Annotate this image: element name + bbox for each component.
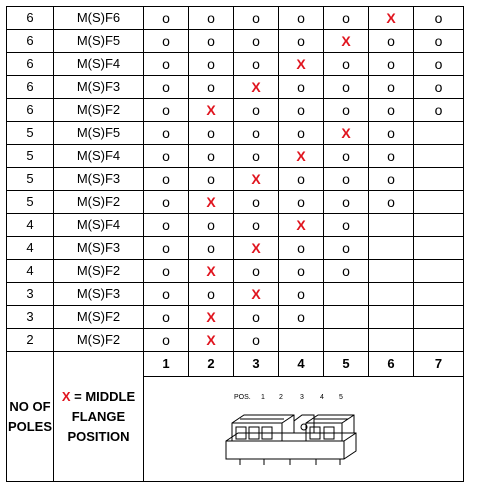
position-mark: o (342, 9, 350, 26)
table-row (7, 306, 464, 329)
position-cell (189, 7, 234, 30)
position-cell (144, 7, 189, 30)
position-cell (144, 168, 189, 191)
poles-cell: 6 (7, 7, 54, 30)
position-mark: o (297, 124, 305, 141)
position-cell (144, 283, 189, 306)
position-mark: o (342, 55, 350, 72)
position-cell (369, 168, 414, 191)
position-mark: o (342, 239, 350, 256)
position-cell (234, 76, 279, 99)
model-cell: M(S)F2 (54, 260, 144, 283)
position-mark: o (297, 9, 305, 26)
middle-flange-mark: X (251, 78, 261, 95)
position-mark: o (387, 32, 395, 49)
position-cell (369, 214, 414, 237)
position-cell (324, 214, 369, 237)
position-mark: o (207, 9, 215, 26)
position-mark: o (162, 124, 170, 141)
position-cell (414, 30, 464, 53)
position-cell (369, 191, 414, 214)
position-cell (234, 260, 279, 283)
position-cell (369, 306, 414, 329)
middle-flange-mark: X (206, 101, 216, 118)
position-cell (369, 329, 414, 352)
position-cell (234, 191, 279, 214)
position-mark: o (387, 170, 395, 187)
position-cell (369, 99, 414, 122)
model-cell: M(S)F5 (54, 30, 144, 53)
position-cell (144, 329, 189, 352)
position-cell (324, 76, 369, 99)
position-cell (144, 306, 189, 329)
middle-flange-mark: X (296, 147, 306, 164)
diagram-pos-4: 4 (320, 394, 324, 401)
model-cell: M(S)F2 (54, 329, 144, 352)
no-of-poles-line2: POLES (7, 418, 53, 434)
model-cell: M(S)F2 (54, 99, 144, 122)
position-cell (369, 122, 414, 145)
middle-flange-mark: X (296, 55, 306, 72)
position-mark: o (297, 101, 305, 118)
position-cell (414, 191, 464, 214)
table-row (7, 260, 464, 283)
table-row (7, 191, 464, 214)
position-cell (369, 76, 414, 99)
position-cell (279, 260, 324, 283)
position-cell (144, 76, 189, 99)
position-cell (324, 260, 369, 283)
table-row (7, 214, 464, 237)
poles-cell: 5 (7, 122, 54, 145)
position-cell (144, 191, 189, 214)
position-cell (414, 7, 464, 30)
position-cell (324, 145, 369, 168)
position-header-7: 7 (414, 352, 464, 377)
position-mark: o (387, 55, 395, 72)
position-cell (234, 306, 279, 329)
position-cell (279, 76, 324, 99)
position-header-4: 4 (279, 352, 324, 377)
position-cell (279, 237, 324, 260)
position-cell (414, 76, 464, 99)
position-mark: o (297, 32, 305, 49)
diagram-pos-5: 5 (339, 394, 343, 401)
position-mark: o (207, 78, 215, 95)
position-cell (279, 214, 324, 237)
position-cell (414, 260, 464, 283)
position-header-6: 6 (369, 352, 414, 377)
position-mark: o (297, 239, 305, 256)
position-mark: o (342, 216, 350, 233)
position-cell (324, 283, 369, 306)
position-cell (324, 168, 369, 191)
poles-cell: 3 (7, 306, 54, 329)
position-mark: o (252, 32, 260, 49)
position-cell (324, 122, 369, 145)
position-cell (324, 306, 369, 329)
table-row (7, 7, 464, 30)
position-cell (414, 214, 464, 237)
position-cell (234, 30, 279, 53)
position-mark: o (387, 193, 395, 210)
position-cell (369, 30, 414, 53)
middle-flange-mark: X (206, 308, 216, 325)
position-header-1: 1 (144, 352, 189, 377)
legend-equals-text: = MIDDLE (70, 388, 136, 404)
position-cell (189, 145, 234, 168)
position-cell (189, 122, 234, 145)
position-cell (189, 53, 234, 76)
position-cell (279, 283, 324, 306)
model-cell: M(S)F3 (54, 283, 144, 306)
model-cell: M(S)F3 (54, 237, 144, 260)
position-cell (279, 30, 324, 53)
position-mark: o (207, 216, 215, 233)
position-cell (279, 99, 324, 122)
no-of-poles-line1: NO OF (9, 398, 51, 414)
position-mark: o (434, 9, 443, 26)
position-cell (144, 237, 189, 260)
middle-flange-mark: X (386, 9, 396, 26)
position-cell (279, 168, 324, 191)
position-cell (414, 122, 464, 145)
position-mark: o (297, 170, 305, 187)
position-cell (369, 260, 414, 283)
model-cell: M(S)F6 (54, 7, 144, 30)
position-mark: o (162, 193, 170, 210)
position-cell (234, 145, 279, 168)
model-cell: M(S)F5 (54, 122, 144, 145)
table-row (7, 237, 464, 260)
poles-cell: 6 (7, 30, 54, 53)
table-row (7, 145, 464, 168)
table-row (7, 168, 464, 191)
diagram-pos-label: POS. (234, 394, 251, 401)
position-cell (279, 145, 324, 168)
poles-cell: 4 (7, 214, 54, 237)
middle-flange-mark: X (206, 262, 216, 279)
position-cell (234, 122, 279, 145)
legend-x-mark: X (61, 388, 71, 404)
flange-position-table-container (6, 6, 463, 475)
legend-line2: FLANGE (71, 408, 126, 424)
poles-cell: 6 (7, 53, 54, 76)
poles-cell: 4 (7, 237, 54, 260)
position-mark: o (387, 124, 395, 141)
position-cell (369, 145, 414, 168)
position-mark: o (342, 170, 350, 187)
position-mark: o (207, 170, 215, 187)
position-mark: o (162, 331, 170, 348)
position-mark: o (207, 285, 215, 302)
position-mark: o (252, 55, 260, 72)
position-cell (279, 306, 324, 329)
poles-cell: 5 (7, 191, 54, 214)
diagram-pos-1: 1 (261, 394, 265, 401)
position-mark: o (162, 216, 170, 233)
position-mark: o (252, 124, 260, 141)
table-row (7, 329, 464, 352)
position-mark: o (162, 308, 170, 325)
poles-cell: 6 (7, 76, 54, 99)
no-of-poles-label (7, 352, 54, 482)
position-mark: o (252, 193, 260, 210)
position-cell (414, 329, 464, 352)
position-mark: o (162, 239, 170, 256)
position-cell (189, 191, 234, 214)
position-mark: o (162, 9, 170, 26)
position-cell (234, 283, 279, 306)
position-mark: o (297, 285, 305, 302)
poles-cell: 5 (7, 168, 54, 191)
position-cell (234, 99, 279, 122)
position-cell (324, 191, 369, 214)
position-mark: o (434, 55, 443, 72)
middle-flange-mark: X (341, 124, 351, 141)
position-mark: o (252, 147, 260, 164)
poles-cell: 2 (7, 329, 54, 352)
position-mark: o (162, 285, 170, 302)
connector-diagram (144, 377, 462, 481)
position-mark: o (162, 262, 170, 279)
position-cell (189, 168, 234, 191)
model-cell: M(S)F4 (54, 145, 144, 168)
position-cell (144, 53, 189, 76)
table-body (7, 7, 464, 352)
table-row (7, 122, 464, 145)
position-mark: o (342, 193, 350, 210)
diagram-pos-3: 3 (300, 394, 304, 401)
position-cell (189, 260, 234, 283)
connector-diagram-cell (144, 377, 464, 482)
model-cell: M(S)F2 (54, 191, 144, 214)
position-cell (144, 122, 189, 145)
position-mark: o (434, 32, 443, 49)
diagram-pos-2: 2 (279, 394, 283, 401)
position-mark: o (207, 32, 215, 49)
position-mark: o (342, 262, 350, 279)
table-row (7, 99, 464, 122)
position-mark: o (342, 101, 350, 118)
connector-drawing (226, 415, 356, 465)
position-cell (234, 237, 279, 260)
position-mark: o (162, 170, 170, 187)
position-cell (324, 53, 369, 76)
middle-flange-mark: X (251, 170, 261, 187)
position-cell (279, 191, 324, 214)
position-cell (369, 237, 414, 260)
table-row (7, 283, 464, 306)
flange-position-table (6, 6, 464, 482)
position-cell (189, 76, 234, 99)
position-mark: o (207, 239, 215, 256)
position-mark: o (342, 78, 350, 95)
position-mark: o (297, 262, 305, 279)
position-mark: o (252, 9, 260, 26)
position-cell (189, 283, 234, 306)
position-cell (144, 30, 189, 53)
position-mark: o (434, 78, 443, 95)
position-mark: o (434, 101, 443, 118)
position-mark: o (162, 147, 170, 164)
position-mark: o (162, 78, 170, 95)
position-mark: o (342, 147, 350, 164)
position-cell (279, 122, 324, 145)
middle-flange-mark: X (206, 193, 216, 210)
legend-cell (54, 352, 144, 482)
position-cell (279, 53, 324, 76)
position-cell (189, 99, 234, 122)
position-mark: o (252, 101, 260, 118)
position-cell (414, 168, 464, 191)
position-mark: o (252, 308, 260, 325)
position-mark: o (207, 124, 215, 141)
position-cell (324, 329, 369, 352)
poles-cell: 6 (7, 99, 54, 122)
position-cell (414, 306, 464, 329)
position-cell (414, 53, 464, 76)
middle-flange-mark: X (251, 285, 261, 302)
position-cell (324, 7, 369, 30)
model-cell: M(S)F4 (54, 53, 144, 76)
position-cell (234, 53, 279, 76)
position-header-2: 2 (189, 352, 234, 377)
position-cell (414, 237, 464, 260)
middle-flange-mark: X (296, 216, 306, 233)
position-cell (189, 30, 234, 53)
model-cell: M(S)F2 (54, 306, 144, 329)
position-header-5: 5 (324, 352, 369, 377)
poles-cell: 5 (7, 145, 54, 168)
position-cell (234, 329, 279, 352)
poles-cell: 4 (7, 260, 54, 283)
position-mark: o (162, 55, 170, 72)
position-mark: o (387, 147, 395, 164)
position-cell (369, 7, 414, 30)
position-mark: o (207, 55, 215, 72)
position-mark: o (252, 262, 260, 279)
position-mark: o (252, 216, 260, 233)
legend-line3: POSITION (67, 428, 130, 444)
position-cell (414, 145, 464, 168)
position-cell (324, 237, 369, 260)
position-cell (189, 329, 234, 352)
position-mark: o (162, 101, 170, 118)
position-cell (279, 329, 324, 352)
position-cell (144, 260, 189, 283)
position-mark: o (162, 32, 170, 49)
position-cell (414, 99, 464, 122)
position-cell (144, 214, 189, 237)
position-header-3: 3 (234, 352, 279, 377)
model-cell: M(S)F3 (54, 76, 144, 99)
position-mark: o (387, 78, 395, 95)
position-cell (279, 7, 324, 30)
position-header-row (7, 352, 464, 377)
position-mark: o (297, 78, 305, 95)
middle-flange-mark: X (206, 331, 216, 348)
position-mark: o (297, 308, 305, 325)
position-cell (234, 214, 279, 237)
position-cell (144, 99, 189, 122)
position-mark: o (207, 147, 215, 164)
position-mark: o (297, 193, 305, 210)
position-cell (189, 306, 234, 329)
poles-cell: 3 (7, 283, 54, 306)
position-mark: o (252, 331, 260, 348)
middle-flange-mark: X (341, 32, 351, 49)
position-cell (414, 283, 464, 306)
position-cell (369, 283, 414, 306)
position-mark: o (387, 101, 395, 118)
position-cell (324, 30, 369, 53)
middle-flange-mark: X (251, 239, 261, 256)
model-cell: M(S)F4 (54, 214, 144, 237)
position-cell (369, 53, 414, 76)
position-cell (234, 7, 279, 30)
position-cell (234, 168, 279, 191)
position-cell (324, 99, 369, 122)
position-cell (189, 237, 234, 260)
position-cell (189, 214, 234, 237)
position-cell (144, 145, 189, 168)
table-row (7, 53, 464, 76)
model-cell: M(S)F3 (54, 168, 144, 191)
table-row (7, 30, 464, 53)
table-row (7, 76, 464, 99)
